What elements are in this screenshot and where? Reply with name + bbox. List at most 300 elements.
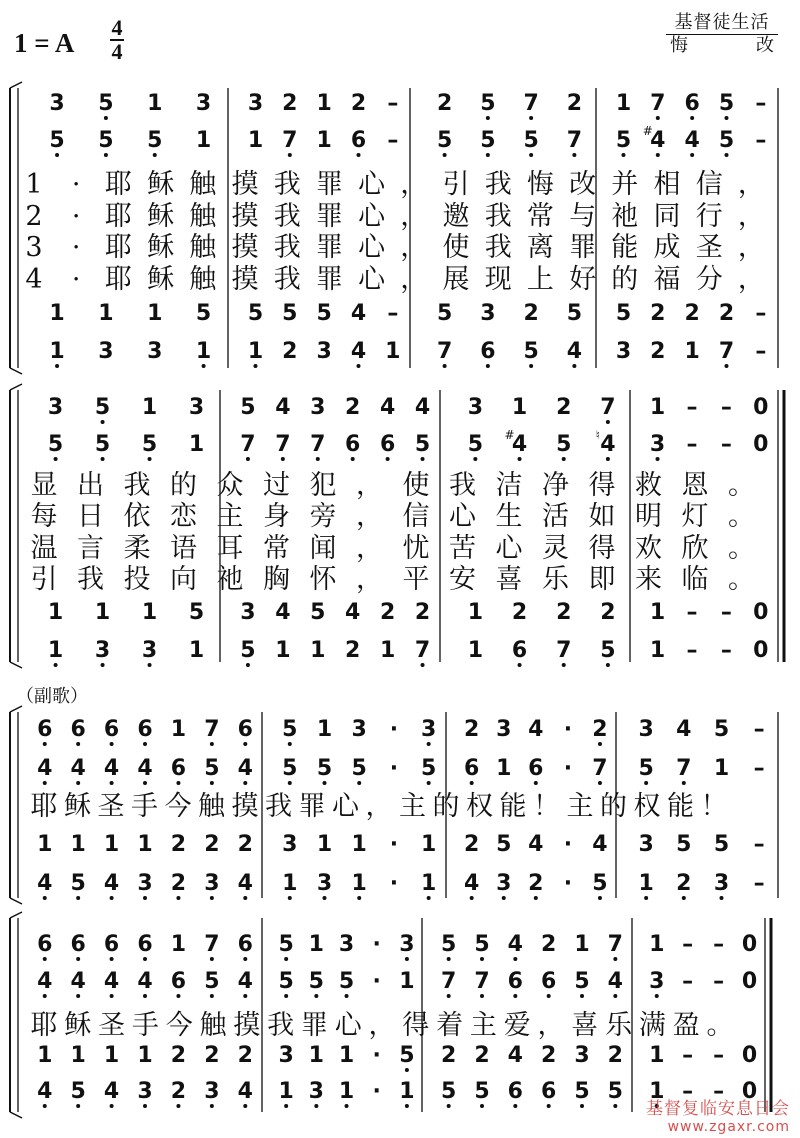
note: 5 bbox=[556, 432, 572, 457]
lyric-char: 使 bbox=[402, 470, 430, 501]
octave-dot bbox=[284, 1104, 288, 1108]
lyric-char: 洁 bbox=[495, 470, 523, 501]
lyric-char: 触 bbox=[198, 791, 225, 822]
note: 7 bbox=[523, 91, 539, 116]
lyric-char: 主 bbox=[469, 1010, 497, 1041]
note: 5 bbox=[240, 638, 256, 663]
lyric-char: 。 bbox=[728, 501, 755, 532]
octave-dot bbox=[351, 457, 355, 461]
lyric-char: 我 bbox=[267, 1010, 295, 1041]
note: 3 bbox=[204, 871, 220, 896]
lyric-char: 即 bbox=[588, 564, 616, 595]
lyric-char: 常 bbox=[526, 201, 554, 232]
note: 6 bbox=[237, 717, 253, 742]
note: 1 bbox=[649, 932, 665, 957]
note: 2 bbox=[607, 1043, 623, 1068]
lyric-char: 上 bbox=[526, 264, 554, 295]
lyric-char: 触 bbox=[189, 232, 217, 263]
note: 7 bbox=[650, 91, 666, 116]
octave-dot bbox=[356, 364, 360, 368]
lyric-char: 我 bbox=[273, 264, 301, 295]
note: – bbox=[753, 717, 765, 742]
octave-dot bbox=[210, 781, 214, 785]
lyric-char: 我 bbox=[484, 232, 512, 263]
credit-role-left: 悔 bbox=[670, 35, 688, 56]
note: 6 bbox=[37, 932, 53, 957]
note: 1 bbox=[316, 91, 332, 116]
octave-dot bbox=[210, 742, 214, 746]
lyric-char: 稣 bbox=[147, 264, 175, 295]
octave-dot bbox=[288, 742, 292, 746]
note: 3 bbox=[141, 638, 158, 663]
note: 1 bbox=[37, 1043, 53, 1068]
note: 5 bbox=[523, 339, 539, 364]
octave-dot bbox=[427, 742, 431, 746]
note: 6 bbox=[345, 432, 361, 457]
lyric-char: 稣 bbox=[64, 1010, 92, 1041]
note: – bbox=[720, 600, 732, 625]
note: 4 bbox=[566, 339, 583, 364]
lyric-char: ， bbox=[737, 169, 765, 200]
note: 3 bbox=[638, 717, 654, 742]
note: 5 bbox=[574, 969, 590, 994]
octave-dot bbox=[613, 957, 617, 961]
lyric-char: 得 bbox=[588, 533, 616, 564]
octave-dot bbox=[656, 116, 660, 120]
note: 3 bbox=[649, 969, 665, 994]
note: 6 bbox=[541, 969, 557, 994]
note: 7 bbox=[414, 638, 431, 663]
note: 4 bbox=[350, 301, 367, 326]
octave-dot bbox=[76, 742, 80, 746]
lyric-char: 身 bbox=[263, 501, 290, 532]
lyric-char: 福 bbox=[653, 264, 681, 295]
lyric-char: 成 bbox=[653, 232, 681, 263]
lyric-char: 罪 bbox=[315, 264, 343, 295]
octave-dot bbox=[572, 364, 576, 368]
lyric-char: 耶 bbox=[30, 791, 58, 822]
octave-dot bbox=[143, 994, 147, 998]
lyric-char: ， bbox=[368, 1010, 396, 1041]
lyric-char: ， bbox=[400, 264, 428, 295]
note: 4 bbox=[237, 871, 253, 896]
note: 2 bbox=[511, 600, 528, 625]
octave-dot bbox=[447, 994, 451, 998]
lyric-char: 改 bbox=[569, 169, 597, 200]
note: 4 bbox=[345, 600, 361, 625]
note: 4 bbox=[37, 1079, 53, 1104]
note: 1 bbox=[195, 128, 212, 153]
note: 6 bbox=[507, 969, 523, 994]
note: 2 bbox=[650, 301, 666, 326]
octave-dot bbox=[43, 994, 47, 998]
note: – bbox=[682, 932, 694, 957]
note: 5 bbox=[566, 301, 583, 326]
note: 1 bbox=[420, 832, 437, 857]
lyric-char: · bbox=[71, 169, 81, 200]
note: 5 bbox=[441, 932, 457, 957]
octave-dot bbox=[690, 153, 694, 157]
accidental: # bbox=[504, 428, 515, 442]
note: 5 bbox=[713, 832, 730, 857]
note: – bbox=[686, 600, 698, 625]
note: 7 bbox=[607, 932, 623, 957]
octave-dot bbox=[253, 364, 257, 368]
note: 2 bbox=[237, 832, 253, 857]
time-signature-top: 4 bbox=[111, 15, 123, 40]
octave-dot bbox=[598, 742, 602, 746]
note: 4 bbox=[103, 756, 120, 781]
note: 3 bbox=[496, 717, 512, 742]
bracket-top-hook bbox=[10, 384, 22, 390]
octave-dot bbox=[405, 1068, 409, 1072]
octave-dot bbox=[480, 957, 484, 961]
lyric-char: 稣 bbox=[147, 169, 175, 200]
note: 1 bbox=[137, 1043, 153, 1068]
lyric-char: 能 bbox=[667, 791, 694, 822]
refrain-label: （副歌） bbox=[16, 686, 88, 707]
note: 7 bbox=[310, 432, 326, 457]
octave-dot bbox=[243, 781, 247, 785]
octave-dot bbox=[243, 994, 247, 998]
note: 3 bbox=[615, 339, 632, 364]
lyric-char: 。 bbox=[728, 564, 755, 595]
note: 0 bbox=[741, 1043, 758, 1068]
note: 3 bbox=[316, 871, 333, 896]
lyric-char: 心 bbox=[358, 169, 386, 200]
note: 7 bbox=[556, 638, 572, 663]
note: 1 bbox=[47, 600, 64, 625]
lyric-char: 得 bbox=[588, 470, 616, 501]
lyric-char: 我 bbox=[449, 470, 476, 501]
octave-dot bbox=[43, 742, 47, 746]
note: · bbox=[389, 871, 399, 896]
note: 5 bbox=[94, 432, 111, 457]
lyric-char: 心 bbox=[358, 264, 386, 295]
octave-dot bbox=[447, 1104, 451, 1108]
accidental: # bbox=[642, 124, 653, 138]
note: 1 bbox=[47, 638, 64, 663]
octave-dot bbox=[176, 781, 180, 785]
lyric-char: · bbox=[71, 232, 81, 263]
lyric-char: 摸 bbox=[233, 1010, 261, 1041]
octave-dot bbox=[690, 116, 694, 120]
octave-dot bbox=[284, 994, 288, 998]
note: 5 bbox=[414, 432, 431, 457]
lyric-char: 得 bbox=[402, 1010, 430, 1041]
note: 1 bbox=[70, 832, 86, 857]
lyric-char: 恋 bbox=[170, 501, 197, 532]
note: – bbox=[713, 1079, 725, 1104]
note: 1 bbox=[638, 871, 654, 896]
lyric-char: 心 bbox=[358, 201, 386, 232]
octave-dot bbox=[357, 781, 361, 785]
lyric-char: 心 bbox=[449, 501, 476, 532]
lyric-char: 心 bbox=[334, 1010, 362, 1041]
lyric-char: 今 bbox=[165, 1010, 193, 1041]
note: 3 bbox=[94, 638, 111, 663]
note: 4 bbox=[511, 432, 528, 457]
lyric-char: 救 bbox=[635, 470, 662, 501]
note: 5 bbox=[316, 301, 332, 326]
note: 5 bbox=[523, 128, 539, 153]
lyric-char: 分 bbox=[695, 264, 723, 295]
octave-dot bbox=[54, 663, 58, 667]
lyric-char: ， bbox=[737, 232, 765, 263]
note: 4 bbox=[676, 717, 692, 742]
note: 4 bbox=[592, 832, 608, 857]
octave-dot bbox=[246, 457, 250, 461]
octave-dot bbox=[176, 896, 180, 900]
lyric-char: 满 bbox=[638, 1010, 666, 1041]
note: 5 bbox=[195, 301, 212, 326]
lyric-char: 祂 bbox=[611, 201, 639, 232]
note: 0 bbox=[741, 1079, 758, 1104]
lyric-char: 温 bbox=[30, 533, 58, 564]
note: 4 bbox=[464, 871, 480, 896]
note: 5 bbox=[600, 638, 616, 663]
watermark-line-1: 基督复临安息日会 bbox=[646, 1099, 790, 1119]
lyric-char: 欣 bbox=[681, 533, 709, 564]
octave-dot bbox=[322, 781, 326, 785]
note: 1 bbox=[649, 1079, 665, 1104]
note: 4 bbox=[600, 432, 616, 457]
octave-dot bbox=[518, 663, 522, 667]
note: 1 bbox=[278, 1079, 294, 1104]
note: 3 bbox=[137, 871, 153, 896]
octave-dot bbox=[480, 1104, 484, 1108]
octave-dot bbox=[243, 896, 247, 900]
note: 1 bbox=[399, 969, 415, 994]
lyric-char: 主 bbox=[399, 791, 426, 822]
lyric-char: 犯 bbox=[309, 470, 337, 501]
octave-dot bbox=[110, 994, 114, 998]
octave-dot bbox=[534, 896, 538, 900]
note: · bbox=[563, 832, 573, 857]
lyric-char: 如 bbox=[588, 501, 616, 532]
note: 3 bbox=[496, 871, 512, 896]
lyric-char: 权 bbox=[633, 791, 661, 822]
system-3 bbox=[10, 706, 778, 904]
octave-dot bbox=[43, 957, 47, 961]
note: 4 bbox=[37, 969, 53, 994]
note: 1 bbox=[170, 717, 187, 742]
octave-dot bbox=[443, 364, 447, 368]
lyric-char: 罪 bbox=[315, 232, 343, 263]
lyric-char: 乐 bbox=[542, 564, 569, 595]
octave-dot bbox=[101, 663, 105, 667]
note: 4 bbox=[137, 969, 153, 994]
note: 5 bbox=[420, 756, 437, 781]
note: 1 bbox=[147, 301, 163, 326]
lyric-char: 常 bbox=[263, 533, 290, 564]
note: · bbox=[563, 756, 573, 781]
lyric-char: 4 bbox=[25, 264, 43, 295]
lyric-char: 能 bbox=[611, 232, 639, 263]
lyric-char: 我 bbox=[484, 169, 512, 200]
note: 5 bbox=[399, 1043, 415, 1068]
octave-dot bbox=[76, 781, 80, 785]
note: 1 bbox=[195, 339, 212, 364]
lyric-char: 我 bbox=[484, 201, 512, 232]
lyric-char: 柔 bbox=[123, 533, 151, 564]
note: 5 bbox=[70, 1079, 86, 1104]
lyric-char: 离 bbox=[526, 232, 554, 263]
note: 1 bbox=[170, 932, 187, 957]
time-signature-bottom: 4 bbox=[111, 39, 123, 64]
lyric-char: 向 bbox=[170, 564, 197, 595]
lyric-char: 引 bbox=[442, 169, 470, 200]
note: 5 bbox=[240, 395, 256, 420]
octave-dot bbox=[386, 457, 390, 461]
note: 4 bbox=[507, 1043, 523, 1068]
note: 2 bbox=[204, 1043, 220, 1068]
lyric-char: 耶 bbox=[104, 201, 132, 232]
note: – bbox=[755, 339, 767, 364]
lyric-char: 权 bbox=[466, 791, 493, 822]
note: 1 bbox=[713, 756, 730, 781]
octave-dot bbox=[513, 957, 517, 961]
lyric-char: ， bbox=[400, 201, 428, 232]
note: 6 bbox=[237, 932, 253, 957]
note: 1 bbox=[310, 638, 326, 663]
note: 3 bbox=[480, 301, 496, 326]
lyric-char: 投 bbox=[123, 564, 151, 595]
lyric-char: 的 bbox=[432, 791, 460, 822]
octave-dot bbox=[43, 781, 47, 785]
accidental: ♮ bbox=[595, 428, 601, 442]
note: 1 bbox=[247, 339, 264, 364]
octave-dot bbox=[322, 896, 326, 900]
note: 5 bbox=[188, 600, 205, 625]
note: 7 bbox=[676, 756, 692, 781]
lyric-char: 触 bbox=[189, 169, 217, 200]
note: 2 bbox=[345, 395, 361, 420]
lyric-char: 出 bbox=[77, 470, 104, 501]
lyric-char: ， bbox=[537, 1010, 565, 1041]
octave-dot bbox=[598, 896, 602, 900]
note: 5 bbox=[615, 301, 632, 326]
note: 5 bbox=[436, 128, 453, 153]
note: 1 bbox=[141, 395, 158, 420]
octave-dot bbox=[76, 994, 80, 998]
note: 3 bbox=[49, 91, 65, 116]
note: 5 bbox=[98, 91, 114, 116]
lyric-char: 忧 bbox=[402, 533, 430, 564]
note: – bbox=[686, 432, 698, 457]
lyric-char: 并 bbox=[611, 169, 639, 200]
lyric-char: 旁 bbox=[309, 501, 337, 532]
lyric-char: 2 bbox=[25, 201, 43, 232]
octave-dot bbox=[110, 896, 114, 900]
lyric-char: 引 bbox=[30, 564, 58, 595]
note: 5 bbox=[480, 91, 496, 116]
note: – bbox=[713, 969, 725, 994]
bracket-top-hook bbox=[10, 82, 22, 88]
lyric-char: 稣 bbox=[147, 201, 175, 232]
octave-dot bbox=[316, 457, 320, 461]
note: 4 bbox=[414, 395, 431, 420]
note: 7 bbox=[600, 395, 616, 420]
note: 4 bbox=[607, 969, 623, 994]
note: 5 bbox=[574, 1079, 590, 1104]
key-signature: 1 = A bbox=[14, 28, 75, 58]
octave-dot bbox=[148, 663, 152, 667]
note: 3 bbox=[351, 717, 367, 742]
note: 1 bbox=[379, 638, 396, 663]
note: 1 bbox=[49, 301, 65, 326]
octave-dot bbox=[486, 116, 490, 120]
note: 5 bbox=[98, 128, 114, 153]
octave-dot bbox=[143, 781, 147, 785]
note: 2 bbox=[170, 1079, 187, 1104]
lyric-char: 信 bbox=[402, 501, 430, 532]
note: 4 bbox=[684, 128, 700, 153]
lyric-char: ， bbox=[356, 470, 383, 501]
note: 5 bbox=[204, 969, 220, 994]
octave-dot bbox=[421, 457, 425, 461]
octave-dot bbox=[101, 420, 105, 424]
note: 1 bbox=[282, 871, 298, 896]
watermark bbox=[646, 1094, 790, 1135]
octave-dot bbox=[470, 896, 474, 900]
lyric-char: 相 bbox=[653, 169, 681, 200]
note: 5 bbox=[351, 756, 367, 781]
lyric-char: 。 bbox=[728, 470, 755, 501]
note: 2 bbox=[282, 339, 298, 364]
note: 2 bbox=[556, 395, 572, 420]
note: 5 bbox=[278, 932, 294, 957]
lyric-char: 摸 bbox=[231, 791, 259, 822]
note: 6 bbox=[684, 91, 700, 116]
octave-dot bbox=[613, 1104, 617, 1108]
lyric-char: 爱 bbox=[503, 1010, 531, 1041]
note: 1 bbox=[338, 1079, 355, 1104]
lyric-char: 耶 bbox=[104, 169, 132, 200]
note: 5 bbox=[467, 432, 484, 457]
lyric-char: 罪 bbox=[298, 791, 326, 822]
note: 5 bbox=[282, 717, 298, 742]
note: 4 bbox=[70, 756, 86, 781]
note: – bbox=[686, 395, 698, 420]
note: 5 bbox=[70, 871, 86, 896]
lyric-char: 我 bbox=[273, 201, 301, 232]
octave-dot bbox=[724, 116, 728, 120]
lyric-char: 日 bbox=[77, 501, 104, 532]
lyric-char: ， bbox=[356, 501, 383, 532]
note: 1 bbox=[103, 832, 120, 857]
lyric-char: 耳 bbox=[216, 533, 244, 564]
note: 2 bbox=[684, 301, 700, 326]
octave-dot bbox=[613, 994, 617, 998]
octave-dot bbox=[281, 457, 285, 461]
note: 2 bbox=[474, 1043, 490, 1068]
octave-dot bbox=[655, 994, 659, 998]
note: 1 bbox=[188, 432, 205, 457]
octave-dot bbox=[104, 116, 108, 120]
note: 1 bbox=[308, 932, 324, 957]
note: 3 bbox=[278, 1043, 294, 1068]
note: – bbox=[713, 932, 725, 957]
note: 1 bbox=[70, 1043, 86, 1068]
note: 2 bbox=[556, 600, 572, 625]
octave-dot bbox=[345, 994, 349, 998]
note: 4 bbox=[103, 1079, 120, 1104]
octave-dot bbox=[598, 781, 602, 785]
lyric-char: · bbox=[71, 264, 81, 295]
note: – bbox=[682, 1043, 694, 1068]
note: 1 bbox=[351, 832, 367, 857]
